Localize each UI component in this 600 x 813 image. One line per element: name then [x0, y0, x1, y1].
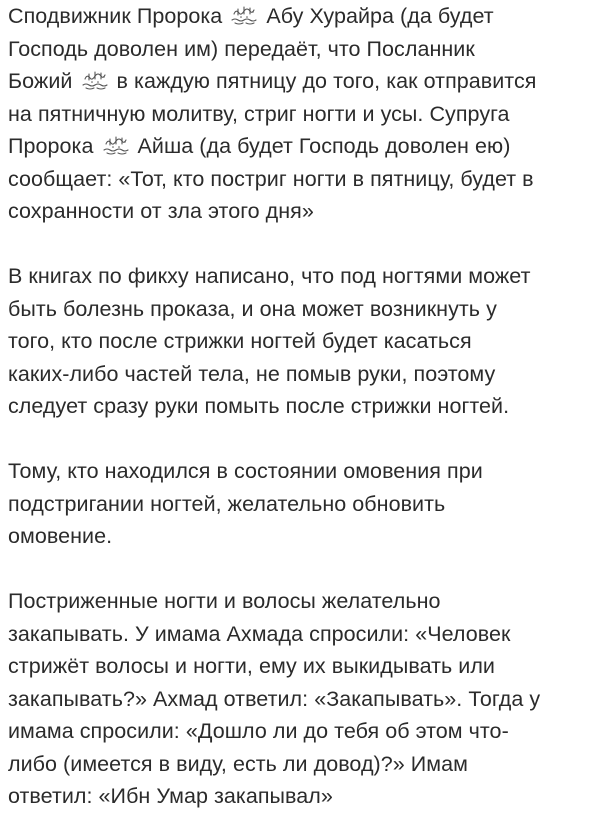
text-line: [8, 65, 596, 98]
text-line: либо (имеется в виду, есть ли довод)?» Имам: [8, 751, 468, 776]
text-line: [8, 0, 596, 33]
text-line: имама спросили: «Дошло ли до тебя об этом что-: [8, 719, 509, 743]
paragraph-gap: [8, 228, 596, 261]
salawat-icon: [80, 69, 110, 91]
text-line: [8, 130, 596, 163]
text-line: стрижёт волосы и ногти, ему их выкидывать или: [8, 654, 495, 678]
text-line: В книгах по фикху написано, что под ногтями может: [8, 264, 531, 288]
text-segment: в каждую пятницу до того, как отправится: [116, 69, 537, 93]
paragraph-4: [8, 585, 596, 813]
text-line: сохранности от зла этого дня»: [8, 199, 314, 223]
text-line: быть болезнь проказа, и она может возникнуть у: [8, 296, 497, 321]
text-line: следует сразу руки помыть после стрижки ногтей.: [8, 394, 510, 418]
article-text: [8, 0, 596, 813]
text-segment: Абу Хурайра (да будет: [266, 4, 494, 28]
text-line: сообщает: «Тот, кто постриг ногти в пятницу, будет в: [8, 166, 534, 191]
text-line: Постриженные ногти и волосы желательно: [8, 589, 441, 613]
text-line: закапывать. У имама Ахмада спросили: «Человек: [8, 621, 511, 646]
paragraph-gap: [8, 553, 596, 586]
text-line: закапывать?» Ахмад ответил: «Закапывать». Тогда у: [8, 686, 541, 711]
text-line: того, кто после стрижки ногтей будет касаться: [8, 329, 472, 353]
paragraph-gap: [8, 423, 596, 456]
text-line: омовение.: [8, 524, 113, 548]
text-line: на пятничную молитву, стриг ногти и усы. Супруга: [8, 101, 510, 126]
paragraph-1: [8, 0, 596, 228]
text-line: каких-либо частей тела, не помыв руки, поэтому: [8, 361, 496, 386]
salawat-icon: [101, 134, 131, 156]
salawat-icon: [229, 4, 259, 26]
text-line: Господь доволен им) передаёт, что Посланник: [8, 36, 475, 61]
text-line: Тому, кто находился в состоянии омовения при: [8, 459, 483, 483]
paragraph-2: [8, 260, 596, 423]
paragraph-3: [8, 455, 596, 553]
text-line: ответил: «Ибн Умар закапывал»: [8, 784, 333, 808]
text-segment: Пророка: [8, 134, 94, 158]
text-segment: Айша (да будет Господь доволен ею): [137, 134, 511, 158]
text-segment: Божий: [8, 69, 73, 93]
text-segment: Сподвижник Пророка: [8, 4, 223, 28]
text-line: подстригании ногтей, желательно обновить: [8, 491, 446, 516]
